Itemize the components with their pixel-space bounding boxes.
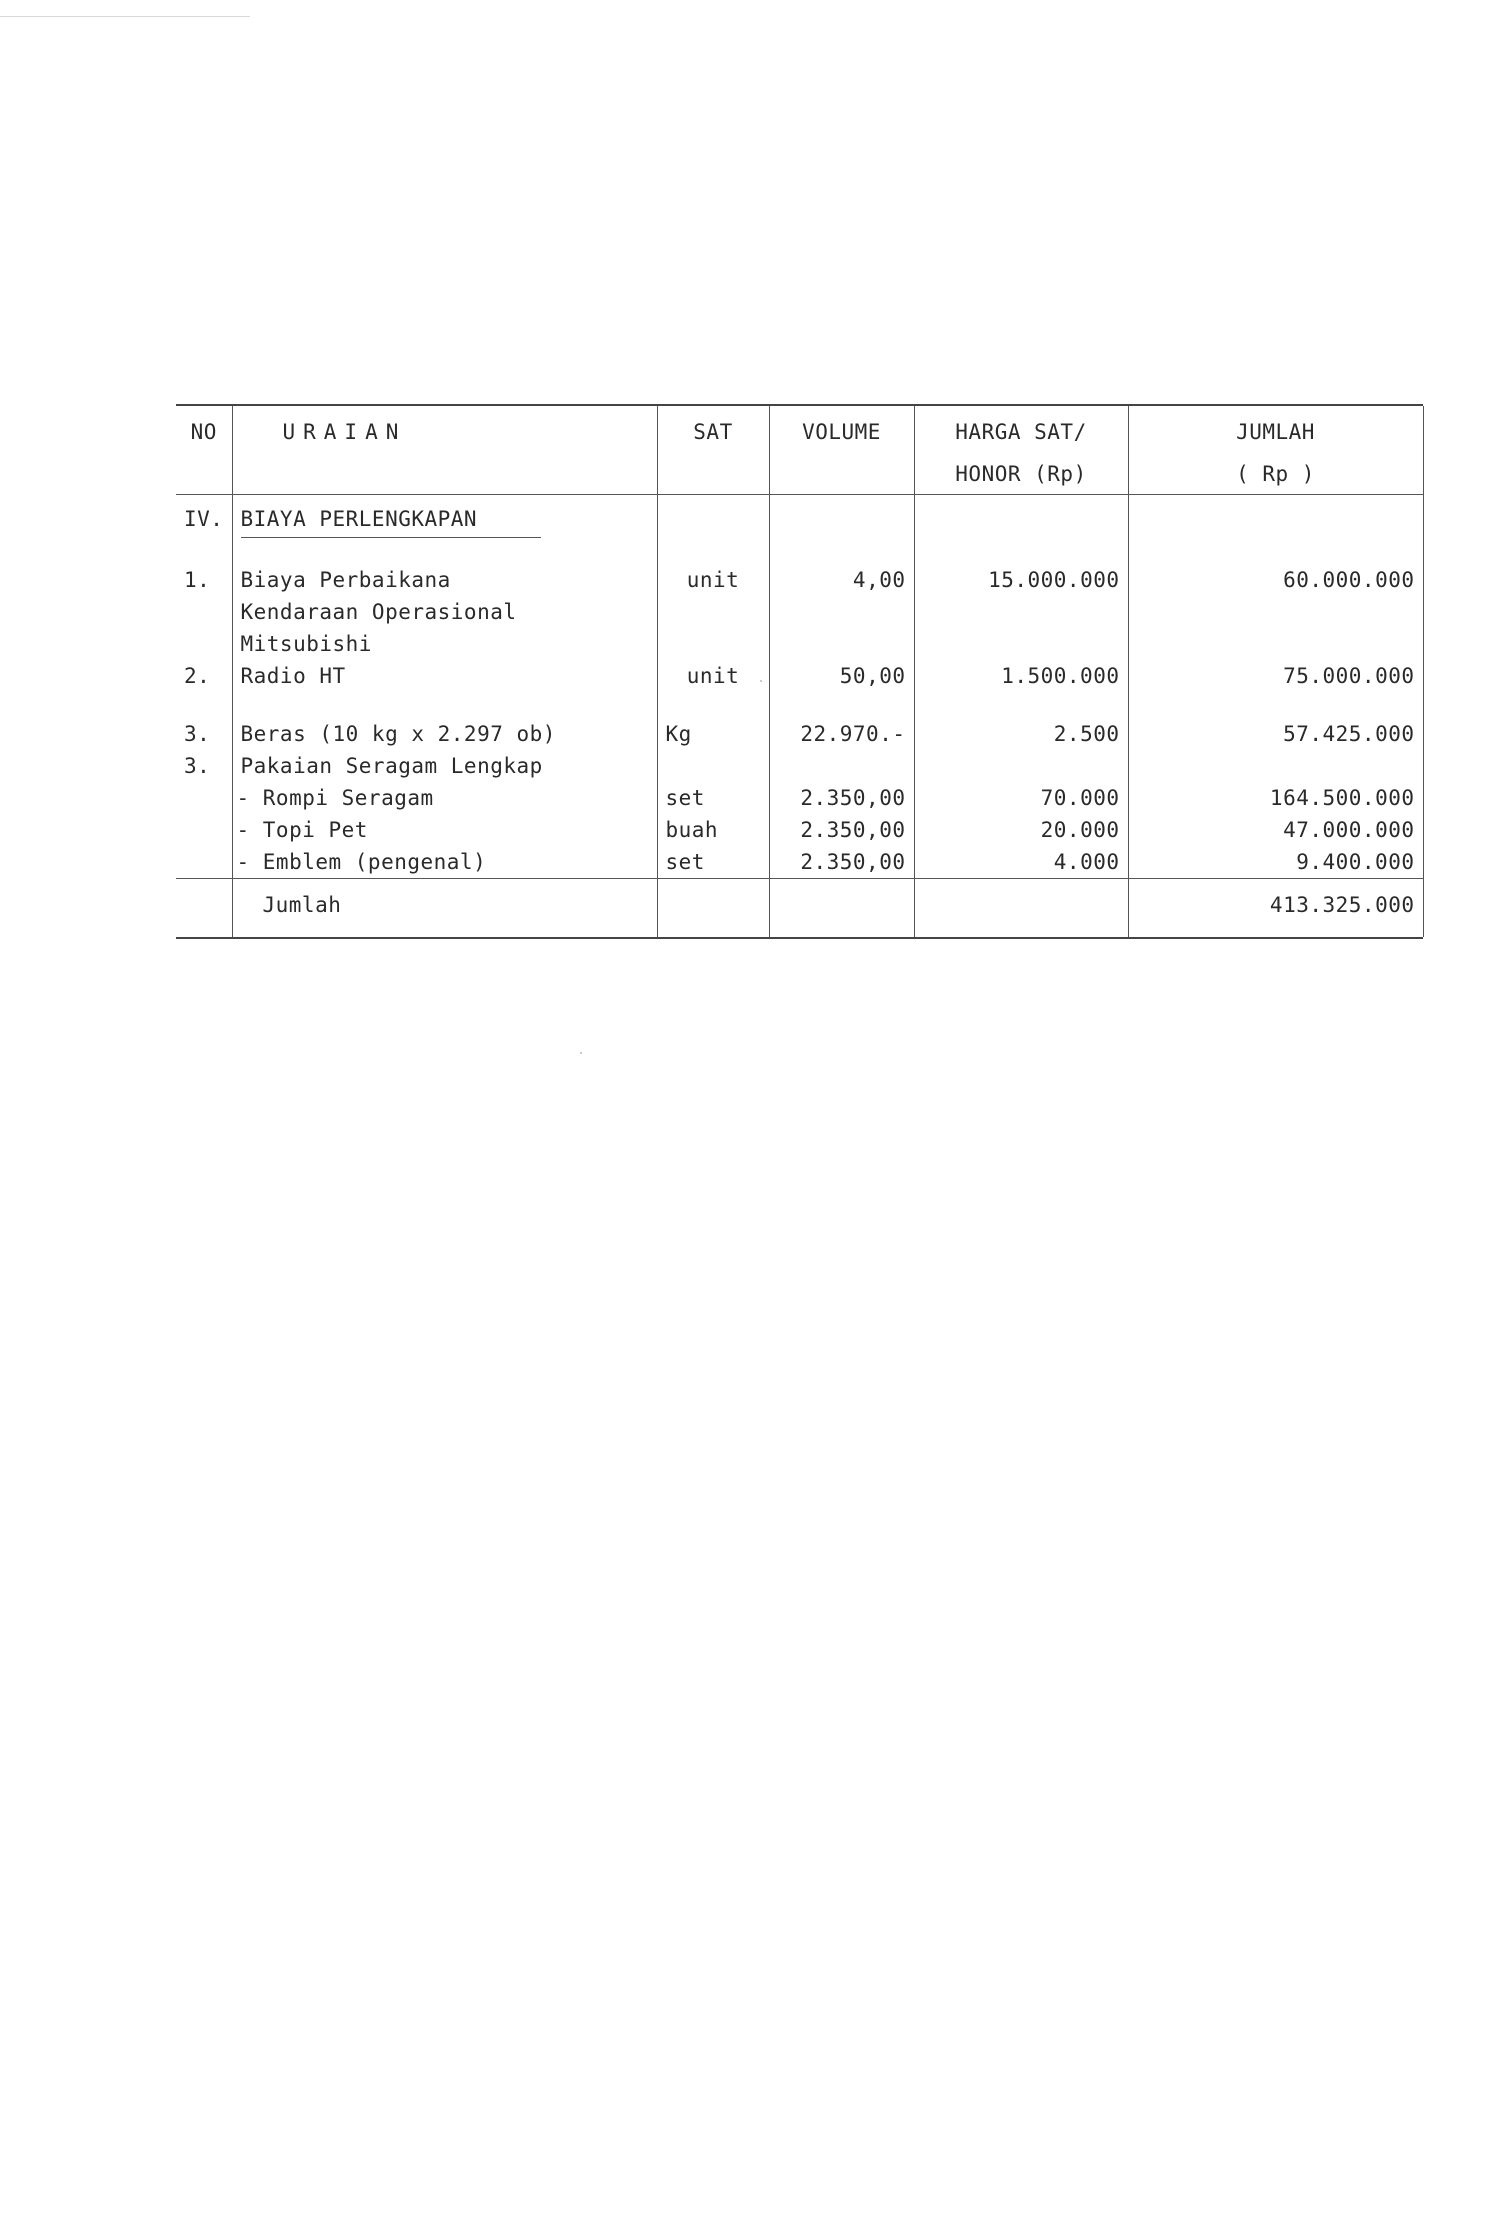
table-row bbox=[176, 564, 1423, 596]
row-harga: 2.500 bbox=[914, 718, 1128, 750]
section-title: BIAYA PERLENGKAPAN bbox=[241, 503, 541, 538]
row-uraian: - Rompi Seragam bbox=[232, 782, 657, 814]
total-label: Jumlah bbox=[232, 879, 657, 938]
row-sat: Kg bbox=[657, 718, 769, 750]
row-harga: 20.000 bbox=[914, 814, 1128, 846]
table-row-continuation bbox=[176, 628, 1423, 660]
header-uraian: URAIAN bbox=[232, 406, 657, 448]
row-volume: 50,00 bbox=[769, 660, 914, 692]
row-no bbox=[176, 782, 232, 814]
row-volume: 2.350,00 bbox=[769, 782, 914, 814]
table-row bbox=[176, 782, 1423, 814]
row-jumlah: 9.400.000 bbox=[1128, 846, 1423, 879]
row-uraian: - Topi Pet bbox=[232, 814, 657, 846]
header-harga-line2: HONOR (Rp) bbox=[914, 448, 1128, 495]
row-sat: set bbox=[657, 782, 769, 814]
header-no: NO bbox=[190, 420, 217, 444]
row-volume: 2.350,00 bbox=[769, 814, 914, 846]
row-harga: 4.000 bbox=[914, 846, 1128, 879]
row-uraian: Radio HT bbox=[232, 660, 657, 692]
table-body bbox=[176, 495, 1423, 938]
header-jumlah-line1: JUMLAH bbox=[1128, 406, 1423, 448]
table-row bbox=[176, 660, 1423, 692]
row-uraian: Biaya Perbaikana bbox=[232, 564, 657, 596]
row-jumlah: 164.500.000 bbox=[1128, 782, 1423, 814]
section-no: IV. bbox=[184, 507, 224, 531]
row-sat: unit bbox=[657, 660, 769, 692]
row-volume: 2.350,00 bbox=[769, 846, 914, 879]
budget-table-grid bbox=[176, 406, 1424, 937]
row-jumlah: 57.425.000 bbox=[1128, 718, 1423, 750]
row-harga: 70.000 bbox=[914, 782, 1128, 814]
row-no bbox=[176, 846, 232, 879]
header-jumlah-line2: ( Rp ) bbox=[1128, 448, 1423, 495]
section-title-cell bbox=[232, 495, 657, 539]
row-jumlah: 47.000.000 bbox=[1128, 814, 1423, 846]
row-uraian-line3: Mitsubishi bbox=[232, 628, 657, 660]
row-no: 2. bbox=[184, 664, 211, 688]
header-volume: VOLUME bbox=[769, 406, 914, 448]
row-uraian: - Emblem (pengenal) bbox=[232, 846, 657, 879]
total-value: 413.325.000 bbox=[1128, 879, 1423, 938]
header-volume-blank bbox=[769, 448, 914, 495]
row-uraian: Pakaian Seragam Lengkap bbox=[232, 750, 657, 782]
table-row bbox=[176, 846, 1423, 879]
row-no: 3. bbox=[184, 754, 211, 778]
row-sat: set bbox=[657, 846, 769, 879]
row-sat bbox=[657, 750, 769, 782]
spacer-row bbox=[176, 692, 1423, 718]
page-edge-mark bbox=[0, 16, 250, 17]
header-sat-blank bbox=[657, 448, 769, 495]
scan-speck bbox=[580, 1052, 582, 1054]
table-row bbox=[176, 814, 1423, 846]
table-row-continuation bbox=[176, 596, 1423, 628]
row-harga: 1.500.000 bbox=[914, 660, 1128, 692]
section-row bbox=[176, 495, 1423, 539]
spacer-row bbox=[176, 538, 1423, 564]
total-row bbox=[176, 879, 1423, 938]
header-no-blank bbox=[176, 448, 232, 495]
row-jumlah bbox=[1128, 750, 1423, 782]
table-header bbox=[176, 406, 1423, 495]
row-no: 1. bbox=[184, 568, 211, 592]
row-harga bbox=[914, 750, 1128, 782]
row-volume bbox=[769, 750, 914, 782]
header-sat: SAT bbox=[657, 406, 769, 448]
row-uraian-line2: Kendaraan Operasional bbox=[232, 596, 657, 628]
row-jumlah: 75.000.000 bbox=[1128, 660, 1423, 692]
row-no: 3. bbox=[184, 722, 211, 746]
row-volume: 22.970.- bbox=[769, 718, 914, 750]
row-no bbox=[176, 814, 232, 846]
header-harga-line1: HARGA SAT/ bbox=[914, 406, 1128, 448]
table-row bbox=[176, 718, 1423, 750]
row-harga: 15.000.000 bbox=[914, 564, 1128, 596]
row-sat: unit bbox=[657, 564, 769, 596]
budget-table bbox=[176, 404, 1423, 939]
row-jumlah: 60.000.000 bbox=[1128, 564, 1423, 596]
row-uraian: Beras (10 kg x 2.297 ob) bbox=[232, 718, 657, 750]
row-volume: 4,00 bbox=[769, 564, 914, 596]
header-uraian-blank bbox=[232, 448, 657, 495]
row-sat: buah bbox=[657, 814, 769, 846]
table-row bbox=[176, 750, 1423, 782]
